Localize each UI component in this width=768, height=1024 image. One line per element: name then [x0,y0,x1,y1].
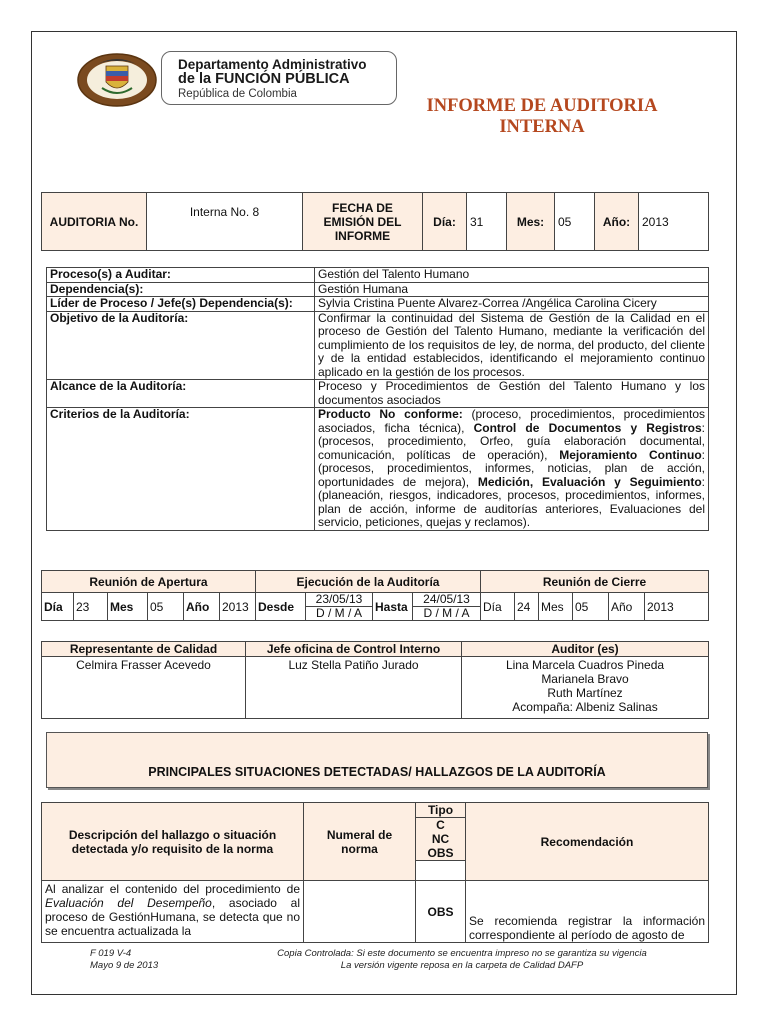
criterio-3: Mejoramiento Continuo [559,447,702,462]
cierre-dia-label: Día [481,593,515,621]
title-line1: INFORME DE AUDITORIA [426,96,658,116]
hasta-cell [413,593,481,621]
report-title [412,96,672,138]
detail-row [47,268,709,283]
auditor-name: Acompaña: Albeniz Salinas [512,700,658,714]
criterio-4-text: : (planeación, riesgos, indicadores, procesos, procedimientos, informes, plan de acción, informe de auditorías anteriores, Evaluaciones del servicio, peticiones, quejas y reclamos). [318,474,706,529]
col-desc-header: Descripción del hallazgo o situación detectada y/o requisito de la norma [42,803,304,881]
finding-tipo: OBS [416,881,466,943]
findings-table [41,802,709,943]
dept-line3: República de Colombia [178,88,297,100]
apertura-dia-label: Día [42,593,74,621]
detail-value: Gestión Humana [315,282,709,297]
col-numeral-header: Numeral de norma [304,803,416,881]
footer-date: Mayo 9 de 2013 [90,960,159,971]
control-header: Jefe oficina de Control Interno [246,642,462,657]
calidad-header: Representante de Calidad [42,642,246,657]
detail-row [47,297,709,312]
dept-line2: de la FUNCIÓN PÚBLICA [178,71,350,87]
anio-value: 2013 [639,193,709,251]
finding-reco: Se recomienda registrar la información correspondiente al período de agosto de [466,881,709,943]
detail-value: Gestión del Talento Humano [315,268,709,283]
people-table [41,641,709,719]
desde-cell [306,593,373,621]
findings-banner [46,732,708,788]
criterio-2: Control de Documentos y Registros [473,420,702,435]
apertura-dia-value: 23 [74,593,108,621]
mes-label: Mes: [507,193,555,251]
finding-row [42,881,709,943]
footer-note1: Copia Controlada: Si este documento se encuentra impreso no se garantiza su vigencia [277,948,647,959]
col-reco-header: Recomendación [466,803,709,881]
detail-row-criterios [47,408,709,531]
auditor-name: Lina Marcela Cuadros Pineda [505,658,665,672]
auditoria-label: AUDITORIA No. [42,193,147,251]
audit-info-table [41,192,709,251]
apertura-header: Reunión de Apertura [42,571,256,593]
tipo-nc: NC [416,832,466,846]
criterio-4: Medición, Evaluación y Seguimiento [477,474,702,489]
cierre-anio-value: 2013 [645,593,709,621]
audit-details-table [46,267,709,531]
desde-label: Desde [256,593,306,621]
apertura-mes-label: Mes [108,593,148,621]
hasta-label: Hasta [373,593,413,621]
cierre-mes-label: Mes [539,593,573,621]
cierre-dia-value: 24 [515,593,539,621]
tipo-c: C [416,818,466,833]
detail-row [47,380,709,408]
cierre-anio-label: Año [609,593,645,621]
cierre-header: Reunión de Cierre [481,571,709,593]
finding-desc-italic: Evaluación del Desempeño [45,896,212,910]
auditors-list [462,657,709,719]
criterio-3-text: : (procesos, procedimientos, informes, noticias, plan de acción, oportunidades de mejora), [318,447,705,489]
ejecucion-header: Ejecución de la Auditoría [256,571,481,593]
detail-row [47,282,709,297]
fecha-label: FECHA DE EMISIÓN DEL INFORME [303,193,423,251]
document-page [31,31,737,995]
dept-line1: Departamento Administrativo [178,57,367,72]
calidad-value: Celmira Frasser Acevedo [42,657,246,719]
colombia-seal-icon [76,52,158,108]
apertura-anio-label: Año [184,593,220,621]
detail-label: Dependencia(s): [47,282,315,297]
footer-code: F 019 V-4 [90,948,132,959]
criterios-value [315,408,709,531]
finding-numeral [304,881,416,943]
detail-value: Proceso y Procedimientos de Gestión del Talento Humano y los documentos asociados [315,380,709,408]
criterio-2-text: : (procesos, procedimiento, Orfeo, guía elaboración documental, comunicación, políticas de operación), [318,420,705,462]
dia-label: Día: [423,193,467,251]
hasta-value: 24/05/13 [423,592,470,606]
desde-dma: D / M / A [306,606,372,620]
findings-banner-title: PRINCIPALES SITUACIONES DETECTADAS/ HALLAZGOS DE LA AUDITORÍA [148,765,606,779]
tipo-obs: OBS [416,846,466,861]
detail-label: Objetivo de la Auditoría: [47,311,315,380]
finding-desc-a: Al analizar el contenido del procedimiento de [45,882,300,896]
hasta-dma: D / M / A [413,606,480,620]
desde-value: 23/05/13 [315,592,363,606]
control-value: Luz Stella Patiño Jurado [246,657,462,719]
detail-label: Criterios de la Auditoría: [47,408,315,531]
auditor-header: Auditor (es) [462,642,709,657]
col-tipo-header: Tipo [416,803,466,818]
dia-value: 31 [467,193,507,251]
criterio-1: Producto No conforme: [318,407,463,421]
title-line2: INTERNA [499,117,585,137]
auditor-name: Marianela Bravo [541,672,629,686]
apertura-mes-value: 05 [148,593,184,621]
detail-value: Confirmar la continuidad del Sistema de Gestión de la Calidad en el proceso de Gestión del Talento Humano, mediante la verificación del cumplimiento de los requisitos de ley, de norma, del producto, del cliente y de la entidad establecidos, identificando el mejoramiento continuo aplicado en la gestión de los procesos. [315,311,709,380]
mes-value: 05 [555,193,595,251]
dafp-logo [161,51,397,105]
auditoria-value: Interna No. 8 [147,193,303,251]
detail-label: Líder de Proceso / Jefe(s) Dependencia(s): [47,297,315,312]
detail-row [47,311,709,380]
apertura-anio-value: 2013 [220,593,256,621]
cierre-mes-value: 05 [573,593,609,621]
detail-label: Proceso(s) a Auditar: [47,268,315,283]
anio-label: Año: [595,193,639,251]
criterio-1-text: (proceso, procedimientos, procedimientos asociados, ficha técnica), [318,407,706,435]
schedule-table [41,570,709,621]
finding-desc [42,881,304,943]
spacer-row [416,861,709,881]
finding-desc-b: , asociado al proceso de GestiónHumana, se detecta que no se encuentra actualizada la [45,896,300,938]
detail-label: Alcance de la Auditoría: [47,380,315,408]
detail-value: Sylvia Cristina Puente Alvarez-Correa /Angélica Carolina Cicery [315,297,709,312]
auditor-name: Ruth Martínez [547,686,623,700]
footer-note2: La versión vigente reposa en la carpeta de Calidad DAFP [340,960,584,971]
